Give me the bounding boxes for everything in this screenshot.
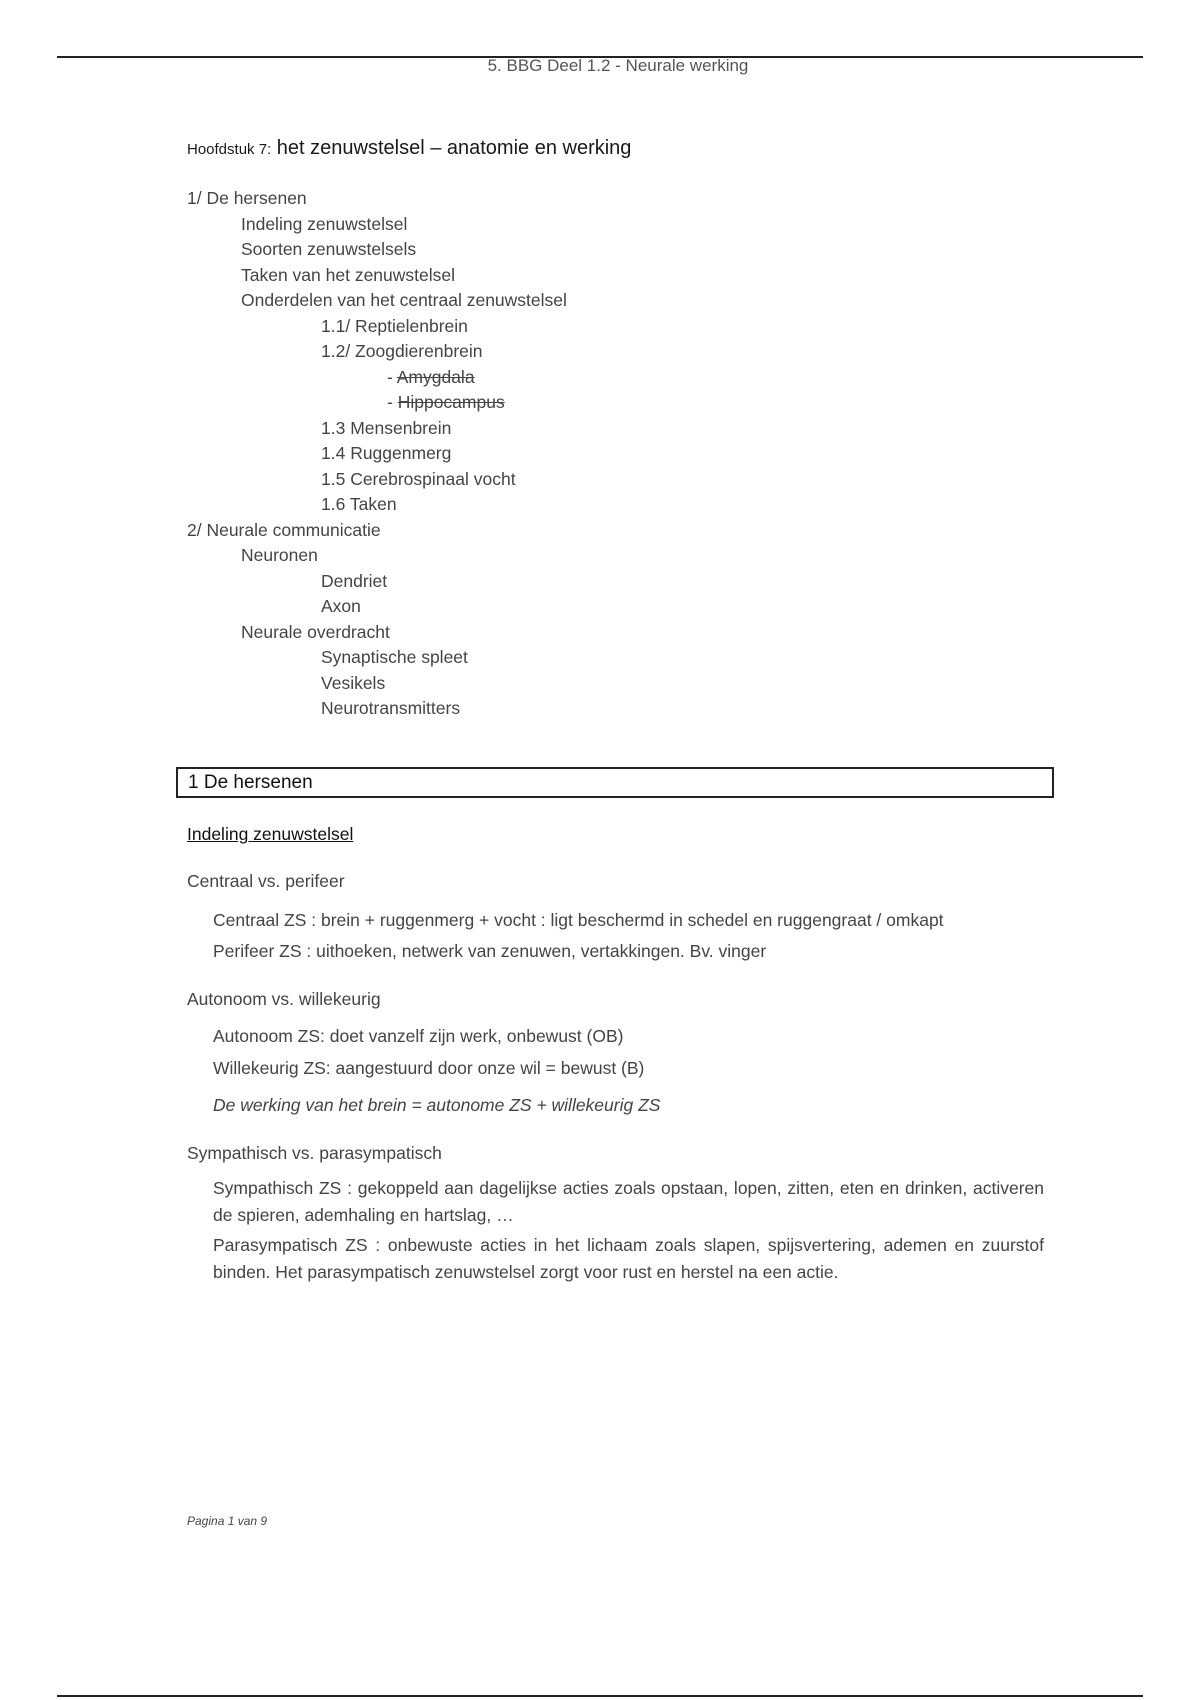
toc-item xyxy=(187,620,567,646)
toc-item xyxy=(187,339,567,365)
toc-item-label: Vesikels xyxy=(321,672,386,693)
page-number: Pagina 1 van 9 xyxy=(187,1514,268,1528)
toc-item-label: Neurotransmitters xyxy=(321,698,461,718)
table-of-contents xyxy=(187,186,567,722)
toc-item-bullet: - xyxy=(387,366,397,387)
heading-autonoom-willekeurig: Autonoom vs. willekeurig xyxy=(187,989,381,1009)
toc-item xyxy=(187,645,567,671)
toc-item xyxy=(187,441,567,467)
toc-item xyxy=(187,492,567,518)
toc-item xyxy=(187,288,567,314)
toc-item xyxy=(187,518,567,544)
toc-item-label: Amygdala xyxy=(396,366,475,387)
toc-item xyxy=(187,569,567,595)
toc-item-label: Soorten zenuwstelsels xyxy=(241,239,417,259)
footer-rule xyxy=(57,1695,1143,1697)
chapter-name: het zenuwstelsel – anatomie en werking xyxy=(276,137,632,159)
toc-item-label: Neurale overdracht xyxy=(241,621,390,642)
section-heading: 1 De hersenen xyxy=(176,767,1054,798)
toc-item-bullet: - xyxy=(387,392,398,412)
toc-item-label: 2/ Neurale communicatie xyxy=(187,519,381,540)
toc-item-label: 1.6 Taken xyxy=(321,494,397,514)
toc-item xyxy=(187,467,567,493)
heading-sympathisch-parasympatisch: Sympathisch vs. parasympatisch xyxy=(187,1143,442,1163)
heading-centraal-perifeer: Centraal vs. perifeer xyxy=(187,871,345,891)
toc-item-label: Synaptische spleet xyxy=(321,647,468,667)
toc-item xyxy=(187,212,567,238)
toc-item-label: Axon xyxy=(321,596,361,616)
toc-item-label: 1.1/ Reptielenbrein xyxy=(321,315,468,336)
text-perifeer-zs: Perifeer ZS : uithoeken, netwerk van zenuwen, vertakkingen. Bv. vinger xyxy=(213,941,767,961)
toc-item xyxy=(187,365,567,391)
toc-item-label: 1.2/ Zoogdierenbrein xyxy=(321,341,483,361)
toc-item-label: Hippocampus xyxy=(397,392,505,412)
text-autonoom-zs: Autonoom ZS: doet vanzelf zijn werk, onbewust (OB) xyxy=(213,1026,624,1046)
running-header: 5. BBG Deel 1.2 - Neurale werking xyxy=(487,56,749,75)
toc-item-label: 1.3 Mensenbrein xyxy=(321,417,452,438)
toc-item-label: 1.5 Cerebrospinaal vocht xyxy=(321,468,516,489)
toc-item xyxy=(187,390,567,416)
text-sympathisch-zs: Sympathisch ZS : gekoppeld aan dagelijkse acties zoals opstaan, lopen, zitten, eten en drinken, activeren de spieren, ademhaling en hartslag, … xyxy=(213,1178,1044,1225)
toc-item xyxy=(187,263,567,289)
toc-item-label: Indeling zenuwstelsel xyxy=(241,213,408,234)
toc-item xyxy=(187,543,567,569)
toc-item-label: 1/ De hersenen xyxy=(187,188,307,208)
toc-item-label: Neuronen xyxy=(241,545,318,565)
chapter-title xyxy=(187,137,631,160)
toc-item xyxy=(187,314,567,340)
toc-item xyxy=(187,186,567,212)
toc-item xyxy=(187,237,567,263)
toc-item xyxy=(187,696,567,722)
text-centraal-zs: Centraal ZS : brein + ruggenmerg + vocht : ligt beschermd in schedel en ruggengraat / omkapt xyxy=(213,910,944,930)
toc-item-label: 1.4 Ruggenmerg xyxy=(321,443,452,463)
toc-item xyxy=(187,671,567,697)
text-parasympatisch-zs: Parasympatisch ZS : onbewuste acties in het lichaam zoals slapen, spijsvertering, ademen en zuurstof binden. Het parasympatisch zenuwstelsel zorgt voor rust en herstel na een actie. xyxy=(213,1235,1044,1282)
text-werking-brein: De werking van het brein = autonome ZS + willekeurig ZS xyxy=(213,1095,661,1115)
toc-item-label: Taken van het zenuwstelsel xyxy=(241,264,456,285)
subheading-indeling: Indeling zenuwstelsel xyxy=(187,824,354,844)
text-willekeurig-zs: Willekeurig ZS: aangestuurd door onze wil = bewust (B) xyxy=(213,1058,645,1078)
toc-item-label: Dendriet xyxy=(321,570,388,591)
chapter-prefix: Hoofdstuk 7: xyxy=(187,141,272,158)
toc-item xyxy=(187,594,567,620)
toc-item-label: Onderdelen van het centraal zenuwstelsel xyxy=(241,290,567,310)
toc-item xyxy=(187,416,567,442)
